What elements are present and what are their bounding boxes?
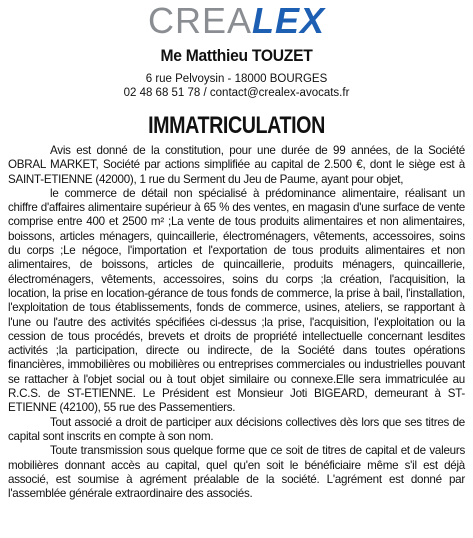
paragraph-object: le commerce de détail non spécialisé à prédominance alimentaire, réalisant un chiffre d'affaires alimentaire supérieur à 65 % des ventes, en magasin d'une surface de vente comprise entre 400 et 2500 m² ;La vente de tous produits alimentaires et non alimentaires, boissons, articles ménagers, quincaillerie, électroménagers, vêtements, accessoires, soins du corps ;Le négoce, l'importation et l'exportation de tous produits alimentaires et non alimentaires, de boissons, articles de quincaillerie, produits ménagers, quincaillerie, électroménagers, vêtements, accessoires, soins du corps ;la création, l'acquisition, la location, la prise en location-gérance de tous fonds de commerce, la prise à bail, l'installation, l'exploitation de tous établissements, fonds de commerce, usines, ateliers, se rapportant à l'une ou l'autre des activités spécifiées ci-dessus ;la prise, l'acquisition, l'exploitation ou la cession de tous procédés, brevets et droits de propriété intellectuelle concernant lesdites activités ;la participation, directe ou indirecte, de la Société dans toutes opérations financières, immobilières ou mobilières ou entreprises commerciales ou industrielles pouvant se rattacher à l'objet social ou à tout objet similaire ou connexe.Elle sera immatriculée au R.C.S. de ST-ETIENNE. Le Président est Monsieur Joti BIGEARD, demeurant à ST-ETIENNE (42100), 55 rue des Passementiers. [8, 186, 465, 415]
paragraph-transmission: Toute transmission sous quelque forme que ce soit de titres de capital et de valeurs mobilières donnant accès au capital, quel qu'en soit le bénéficiaire même s'il est déjà associé, est soumise à agrément préalable de la société. L'agrément est donné par l'assemblée générale extraordinaire des associés. [8, 444, 465, 501]
lawyer-name: Me Matthieu TOUZET [160, 46, 313, 65]
crealex-logo [8, 2, 465, 40]
logo-part-lex: LEX [252, 0, 326, 41]
legal-notice [0, 2, 473, 538]
contact-line: 02 48 68 51 78 / contact@crealex-avocats.fr [123, 87, 350, 99]
notice-title: IMMATRICULATION [148, 112, 325, 139]
paragraph-decisions: Tout associé a droit de participer aux décisions collectives dès lors que ses titres de capital sont inscrits en compte à son nom. [8, 415, 465, 443]
paragraph-constitution: Avis est donné de la constitution, pour une durée de 99 années, de la Société OBRAL MARKET, Société par actions simplifiée au capital de 2.500 €, dont le siège est à SAINT-ETIENNE (42000), 1 rue du Serment du Jeu de Paume, ayant pour objet, [8, 144, 465, 186]
notice-body [8, 144, 465, 501]
address-block [8, 72, 465, 100]
logo-part-crea: CREA [147, 0, 252, 41]
postal-address: 6 rue Pelvoysin - 18000 BOURGES [145, 73, 328, 85]
